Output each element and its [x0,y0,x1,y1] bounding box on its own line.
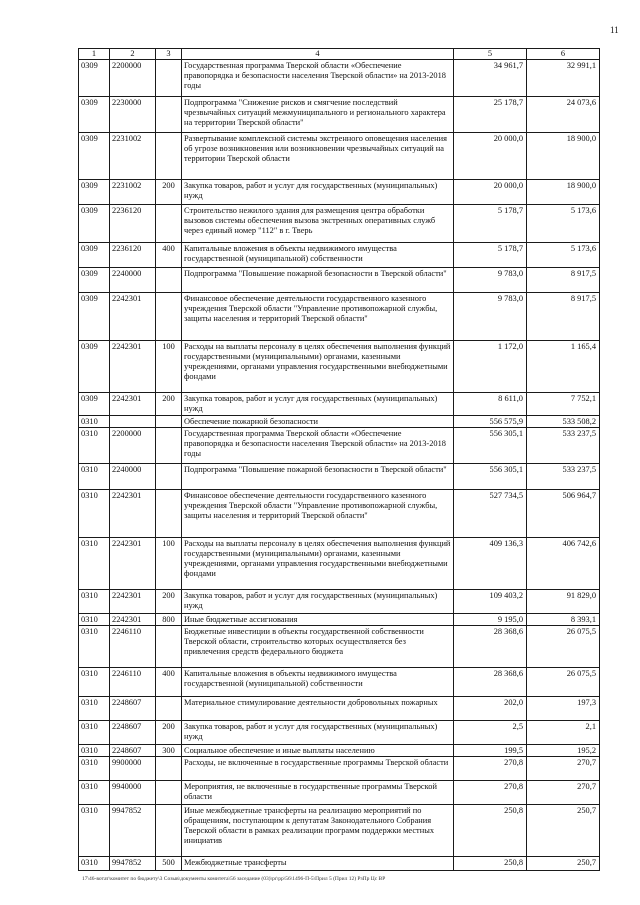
amount-plan-cell: 8 611,0 [454,393,527,416]
name-cell: Закупка товаров, работ и услуг для государственных (муниципальных) нужд [182,590,454,614]
target-article-cell: 2230000 [110,97,156,133]
amount-plan-cell: 20 000,0 [454,180,527,205]
amount-actual-cell: 1 165,4 [527,341,600,393]
amount-actual-cell: 250,7 [527,805,600,857]
section-cell: 0309 [79,205,110,243]
amount-plan-cell: 34 961,7 [454,60,527,97]
amount-actual-cell: 506 964,7 [527,490,600,538]
name-cell: Финансовое обеспечение деятельности государственного казенного учреждения Тверской области "Управление противопожарной службы, защиты населения и территорий Тверской области" [182,293,454,341]
expense-type-cell: 400 [156,668,182,697]
target-article-cell: 2242301 [110,614,156,626]
name-cell: Закупка товаров, работ и услуг для государственных (муниципальных) нужд [182,393,454,416]
amount-actual-cell: 2,1 [527,721,600,745]
name-cell: Подпрограмма "Повышение пожарной безопасности в Тверской области" [182,464,454,490]
table-row [79,614,600,626]
table-row [79,590,600,614]
table-row [79,341,600,393]
amount-actual-cell: 24 073,6 [527,97,600,133]
expense-type-cell: 400 [156,243,182,268]
amount-plan-cell: 527 734,5 [454,490,527,538]
table-row [79,97,600,133]
section-cell: 0310 [79,745,110,757]
amount-actual-cell: 195,2 [527,745,600,757]
table-row [79,745,600,757]
table-row [79,180,600,205]
name-cell: Подпрограмма "Снижение рисков и смягчение последствий чрезвычайных ситуаций межмуниципального и регионального характера на территории Тверской области" [182,97,454,133]
table-row [79,697,600,721]
amount-actual-cell: 270,7 [527,757,600,781]
amount-actual-cell: 5 173,6 [527,205,600,243]
header-cell: 4 [182,49,454,60]
target-article-cell: 2246110 [110,626,156,668]
amount-actual-cell: 91 829,0 [527,590,600,614]
table-header-row [79,49,600,60]
budget-table [78,48,600,871]
table-row [79,805,600,857]
table-row [79,268,600,293]
header-cell: 5 [454,49,527,60]
section-cell: 0309 [79,243,110,268]
target-article-cell: 2200000 [110,428,156,464]
target-article-cell: 2236120 [110,243,156,268]
target-article-cell: 2200000 [110,60,156,97]
amount-plan-cell: 556 575,9 [454,416,527,428]
name-cell: Бюджетные инвестиции в объекты государственной собственности Тверской области, строительство которых осуществляется без привлечения средств федерального бюджета [182,626,454,668]
target-article-cell: 2242301 [110,293,156,341]
amount-actual-cell: 406 742,6 [527,538,600,590]
target-article-cell: 2242301 [110,490,156,538]
table-row [79,781,600,805]
name-cell: Социальное обеспечение и иные выплаты населению [182,745,454,757]
expense-type-cell [156,428,182,464]
amount-plan-cell: 28 368,6 [454,668,527,697]
amount-plan-cell: 250,8 [454,857,527,871]
section-cell: 0310 [79,416,110,428]
amount-actual-cell: 18 900,0 [527,180,600,205]
expense-type-cell: 800 [156,614,182,626]
amount-plan-cell: 2,5 [454,721,527,745]
expense-type-cell [156,97,182,133]
footer-file-path: 17\46-вотат\комитет по бюджету\3 Созыв\документы комитета\56 заседание (03)\pr\pp\56\1496-П-5\Прил 5 (Прил 12) РзПр Цс ВР [82,876,386,882]
name-cell: Иные бюджетные ассигнования [182,614,454,626]
section-cell: 0310 [79,490,110,538]
section-cell: 0310 [79,805,110,857]
target-article-cell: 9947852 [110,857,156,871]
amount-actual-cell: 26 075,5 [527,668,600,697]
amount-plan-cell: 9 783,0 [454,293,527,341]
amount-plan-cell: 556 305,1 [454,464,527,490]
name-cell: Строительство нежилого здания для размещения центра обработки вызовов системы обеспечения вызова экстренных оперативных служб через единый номер "112" в г. Тверь [182,205,454,243]
amount-plan-cell: 409 136,3 [454,538,527,590]
expense-type-cell: 300 [156,745,182,757]
amount-actual-cell: 18 900,0 [527,133,600,180]
amount-plan-cell: 250,8 [454,805,527,857]
name-cell: Капитальные вложения в объекты недвижимого имущества государственной (муниципальной) собственности [182,243,454,268]
amount-actual-cell: 8 917,5 [527,268,600,293]
table-row [79,721,600,745]
expense-type-cell: 200 [156,590,182,614]
target-article-cell: 2242301 [110,538,156,590]
section-cell: 0310 [79,668,110,697]
target-article-cell: 2240000 [110,268,156,293]
amount-plan-cell: 5 178,7 [454,243,527,268]
name-cell: Закупка товаров, работ и услуг для государственных (муниципальных) нужд [182,180,454,205]
section-cell: 0310 [79,757,110,781]
page-number: 11 [610,25,619,35]
amount-actual-cell: 7 752,1 [527,393,600,416]
expense-type-cell [156,490,182,538]
section-cell: 0310 [79,464,110,490]
target-article-cell: 9900000 [110,757,156,781]
table-row [79,757,600,781]
expense-type-cell: 200 [156,180,182,205]
expense-type-cell [156,626,182,668]
amount-actual-cell: 8 917,5 [527,293,600,341]
amount-plan-cell: 9 195,0 [454,614,527,626]
amount-plan-cell: 25 178,7 [454,97,527,133]
name-cell: Мероприятия, не включенные в государственные программы Тверской области [182,781,454,805]
header-cell: 1 [79,49,110,60]
section-cell: 0310 [79,857,110,871]
amount-actual-cell: 533 237,5 [527,428,600,464]
section-cell: 0310 [79,697,110,721]
amount-actual-cell: 270,7 [527,781,600,805]
amount-actual-cell: 32 991,1 [527,60,600,97]
header-cell: 6 [527,49,600,60]
amount-plan-cell: 1 172,0 [454,341,527,393]
target-article-cell: 2248607 [110,697,156,721]
target-article-cell: 2246110 [110,668,156,697]
target-article-cell: 2231002 [110,180,156,205]
name-cell: Государственная программа Тверской области «Обеспечение правопорядка и безопасности населения Тверской области» на 2013-2018 годы [182,60,454,97]
table-row [79,243,600,268]
section-cell: 0309 [79,60,110,97]
target-article-cell: 9947852 [110,805,156,857]
expense-type-cell [156,60,182,97]
target-article-cell: 2242301 [110,590,156,614]
section-cell: 0310 [79,428,110,464]
expense-type-cell [156,205,182,243]
section-cell: 0309 [79,180,110,205]
table-row [79,60,600,97]
expense-type-cell [156,697,182,721]
expense-type-cell [156,268,182,293]
name-cell: Государственная программа Тверской области «Обеспечение правопорядка и безопасности населения Тверской области» на 2013-2018 годы [182,428,454,464]
amount-plan-cell: 270,8 [454,781,527,805]
table-row [79,133,600,180]
target-article-cell: 2242301 [110,341,156,393]
table-row [79,205,600,243]
amount-plan-cell: 556 305,1 [454,428,527,464]
amount-plan-cell: 270,8 [454,757,527,781]
amount-plan-cell: 202,0 [454,697,527,721]
target-article-cell: 2236120 [110,205,156,243]
section-cell: 0310 [79,614,110,626]
amount-actual-cell: 533 237,5 [527,464,600,490]
expense-type-cell: 100 [156,341,182,393]
table-row [79,416,600,428]
table-row [79,464,600,490]
section-cell: 0309 [79,268,110,293]
amount-actual-cell: 26 075,5 [527,626,600,668]
target-article-cell: 2242301 [110,393,156,416]
expense-type-cell: 500 [156,857,182,871]
amount-plan-cell: 199,5 [454,745,527,757]
target-article-cell [110,416,156,428]
amount-plan-cell: 109 403,2 [454,590,527,614]
table-body [79,49,600,871]
amount-actual-cell: 8 393,1 [527,614,600,626]
table-row [79,538,600,590]
section-cell: 0310 [79,626,110,668]
name-cell: Подпрограмма "Повышение пожарной безопасности в Тверской области" [182,268,454,293]
section-cell: 0309 [79,97,110,133]
header-cell: 3 [156,49,182,60]
table-row [79,626,600,668]
name-cell: Обеспечение пожарной безопасности [182,416,454,428]
amount-actual-cell: 533 508,2 [527,416,600,428]
target-article-cell: 2240000 [110,464,156,490]
name-cell: Расходы, не включенные в государственные программы Тверской области [182,757,454,781]
name-cell: Капитальные вложения в объекты недвижимого имущества государственной (муниципальной) собственности [182,668,454,697]
section-cell: 0310 [79,590,110,614]
table-row [79,490,600,538]
amount-plan-cell: 9 783,0 [454,268,527,293]
name-cell: Иные межбюджетные трансферты на реализацию мероприятий по обращениям, поступающим к депутатам Законодательного Собрания Тверской области в рамках реализации программ поддержки местных инициатив [182,805,454,857]
expense-type-cell: 100 [156,538,182,590]
expense-type-cell [156,416,182,428]
expense-type-cell [156,757,182,781]
target-article-cell: 2248607 [110,721,156,745]
expense-type-cell [156,293,182,341]
table-row [79,293,600,341]
amount-plan-cell: 20 000,0 [454,133,527,180]
name-cell: Межбюджетные трансферты [182,857,454,871]
expense-type-cell [156,805,182,857]
expense-type-cell [156,781,182,805]
section-cell: 0309 [79,133,110,180]
section-cell: 0310 [79,538,110,590]
section-cell: 0309 [79,293,110,341]
target-article-cell: 2231002 [110,133,156,180]
name-cell: Закупка товаров, работ и услуг для государственных (муниципальных) нужд [182,721,454,745]
expense-type-cell [156,464,182,490]
name-cell: Финансовое обеспечение деятельности государственного казенного учреждения Тверской области "Управление противопожарной службы, защиты населения и территорий Тверской области" [182,490,454,538]
name-cell: Расходы на выплаты персоналу в целях обеспечения выполнения функций государственными (муниципальными) органами, казенными учреждениями, органами управления государственными внебюджетными фондами [182,538,454,590]
section-cell: 0310 [79,781,110,805]
section-cell: 0309 [79,393,110,416]
name-cell: Расходы на выплаты персоналу в целях обеспечения выполнения функций государственными (муниципальными) органами, казенными учреждениями, органами управления государственными внебюджетными фондами [182,341,454,393]
target-article-cell: 9940000 [110,781,156,805]
table-row [79,857,600,871]
target-article-cell: 2248607 [110,745,156,757]
table-row [79,393,600,416]
expense-type-cell: 200 [156,393,182,416]
section-cell: 0309 [79,341,110,393]
name-cell: Материальное стимулирование деятельности добровольных пожарных [182,697,454,721]
expense-type-cell [156,133,182,180]
name-cell: Развертывание комплексной системы экстренного оповещения населения об угрозе возникновения или возникновении чрезвычайных ситуаций на территории Тверской области [182,133,454,180]
amount-plan-cell: 5 178,7 [454,205,527,243]
amount-plan-cell: 28 368,6 [454,626,527,668]
header-cell: 2 [110,49,156,60]
amount-actual-cell: 250,7 [527,857,600,871]
amount-actual-cell: 197,3 [527,697,600,721]
section-cell: 0310 [79,721,110,745]
table-row [79,428,600,464]
expense-type-cell: 200 [156,721,182,745]
table-row [79,668,600,697]
amount-actual-cell: 5 173,6 [527,243,600,268]
